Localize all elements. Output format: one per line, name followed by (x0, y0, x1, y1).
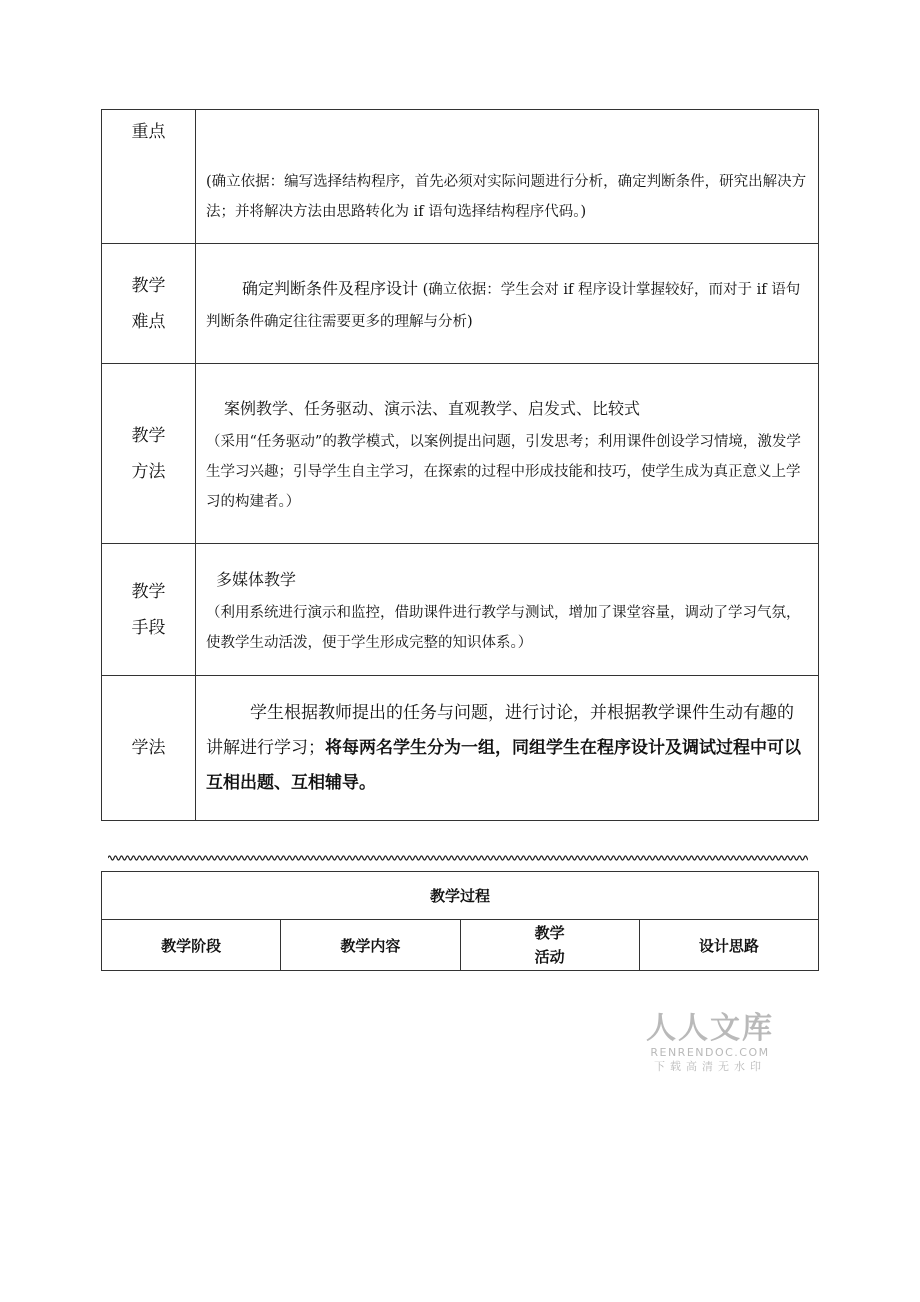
key-points-basis: (确立依据：编写选择结构程序，首先必须对实际问题进行分析，确定判断条件，研究出解决方法；并将解决方法由思路转化为 if 语句选择结构程序代码。) (206, 173, 807, 220)
means-label-text: 教学手段 (131, 581, 166, 638)
header-design: 设计思路 (639, 920, 818, 971)
means-basis: （利用系统进行演示和监控，借助课件进行教学与测试，增加了课堂容量，调动了学习气氛，使教学生动活泼，便于学生形成完整的知识体系。） (206, 604, 801, 651)
row-method (102, 364, 819, 544)
process-title: 教学过程 (102, 872, 819, 920)
key-points-label: 重点 (102, 110, 196, 244)
watermark-subtitle: 下载高清无水印 (654, 1060, 766, 1073)
key-points-content (196, 110, 819, 244)
learning-method-label: 学法 (102, 676, 196, 821)
row-means (102, 544, 819, 676)
difficulty-text (206, 271, 810, 337)
learning-method-normal: 学生根据教师提出的任务与问题，进行讨论，并根据教学课件生动有趣的讲解进行学习； (206, 702, 794, 758)
method-content (196, 364, 819, 544)
difficulty-main: 确定判断条件及程序设计 (242, 278, 419, 298)
process-title-row (102, 872, 819, 920)
header-content: 教学内容 (281, 920, 460, 971)
difficulty-label (102, 244, 196, 364)
row-key-points (102, 110, 819, 244)
method-label (102, 364, 196, 544)
method-basis: （采用“任务驱动”的教学模式，以案例提出问题，引发思考；利用课件创设学习情境，激发学生学习兴趣；引导学生自主学习，在探索的过程中形成技能和技巧，使学生成为真正意义上学习的构建者。） (206, 433, 801, 510)
means-label (102, 544, 196, 676)
means-main: 多媒体教学 (216, 569, 297, 589)
header-activity (460, 920, 639, 971)
learning-method-text (206, 696, 810, 801)
watermark-logo-text: 人人文库 (646, 1011, 774, 1046)
row-difficulty (102, 244, 819, 364)
means-content (196, 544, 819, 676)
watermark-url: RENRENDOC.COM (650, 1046, 770, 1059)
row-learning-method (102, 676, 819, 821)
header-stage: 教学阶段 (102, 920, 281, 971)
lesson-info-table (101, 109, 819, 821)
header-activity-text: 教学活动 (534, 924, 565, 966)
process-header-row (102, 920, 819, 971)
method-label-text: 教学方法 (131, 425, 166, 482)
learning-method-content (196, 676, 819, 821)
teaching-process-table (101, 871, 819, 971)
difficulty-content (196, 244, 819, 364)
difficulty-basis: (确立依据：学生会对 if 程序设计掌握较好，而对于 if 语句判断条件确定往往需要更多的理解与分析) (206, 281, 801, 330)
wavy-divider (108, 853, 808, 863)
method-main: 案例教学、任务驱动、演示法、直观教学、启发式、比较式 (224, 398, 641, 418)
difficulty-label-text: 教学难点 (131, 275, 166, 332)
watermark (640, 1012, 780, 1074)
learning-method-bold: 将每两名学生分为一组，同组学生在程序设计及调试过程中可以互相出题、互相辅导。 (206, 737, 801, 793)
